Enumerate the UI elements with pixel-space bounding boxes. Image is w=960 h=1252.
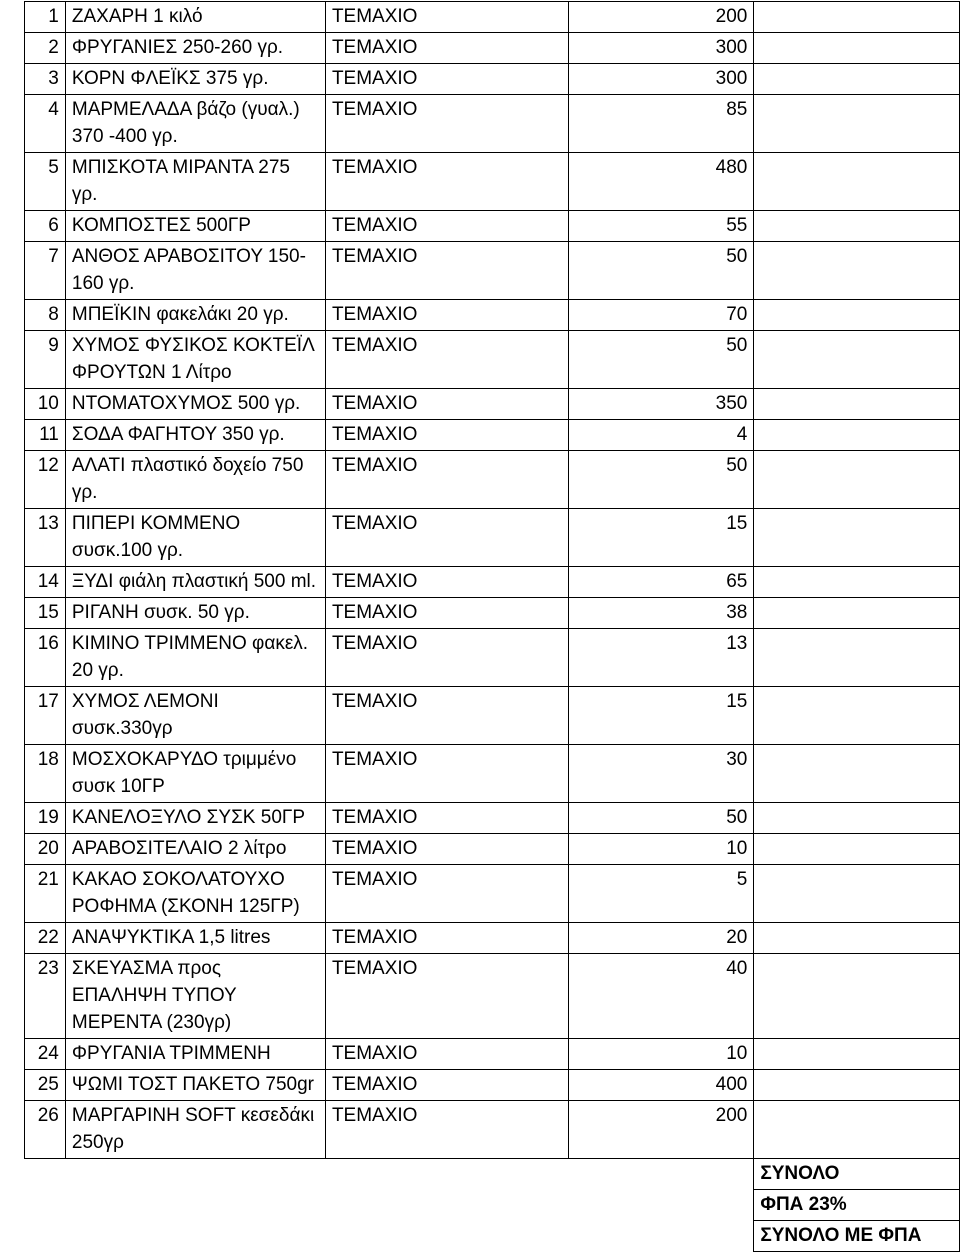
table-row — [25, 1070, 960, 1101]
row-number: 5 — [25, 153, 66, 211]
row-number: 6 — [25, 211, 66, 242]
unit-of-measure: ΤΕΜΑΧΙΟ — [325, 598, 568, 629]
quantity: 4 — [569, 420, 754, 451]
table-row — [25, 1101, 960, 1159]
price-cell — [754, 509, 960, 567]
price-cell — [754, 687, 960, 745]
product-description: ΚΑΚΑΟ ΣΟΚΟΛΑΤΟΥΧΟ ΡΟΦΗΜΑ (ΣΚΟΝΗ 125ΓΡ) — [65, 865, 325, 923]
product-description: ΚΙΜΙΝΟ ΤΡΙΜΜΕΝΟ φακελ. 20 γρ. — [65, 629, 325, 687]
table-row — [25, 153, 960, 211]
price-cell — [754, 95, 960, 153]
table-row — [25, 242, 960, 300]
product-description: ΜΑΡΜΕΛΑΔΑ βάζο (γυαλ.) 370 -400 γρ. — [65, 95, 325, 153]
product-description: ΑΝΑΨΥΚΤΙΚΑ 1,5 litres — [65, 923, 325, 954]
price-cell — [754, 745, 960, 803]
row-number: 14 — [25, 567, 66, 598]
product-description: ΚΑΝΕΛΟΞΥΛΟ ΣΥΣΚ 50ΓΡ — [65, 803, 325, 834]
product-description: ΦΡΥΓΑΝΙΕΣ 250-260 γρ. — [65, 33, 325, 64]
unit-of-measure: ΤΕΜΑΧΙΟ — [325, 389, 568, 420]
price-cell — [754, 1101, 960, 1159]
row-number: 2 — [25, 33, 66, 64]
quantity: 10 — [569, 834, 754, 865]
price-cell — [754, 331, 960, 389]
price-cell — [754, 242, 960, 300]
unit-of-measure: ΤΕΜΑΧΙΟ — [325, 1101, 568, 1159]
unit-of-measure: ΤΕΜΑΧΙΟ — [325, 331, 568, 389]
price-cell — [754, 211, 960, 242]
product-description: ΧΥΜΟΣ ΦΥΣΙΚΟΣ ΚΟΚΤΕΪΛ ΦΡΟΥΤΩΝ 1 Λίτρο — [65, 331, 325, 389]
price-cell — [754, 1070, 960, 1101]
quantity: 15 — [569, 687, 754, 745]
unit-of-measure: ΤΕΜΑΧΙΟ — [325, 923, 568, 954]
table-row — [25, 33, 960, 64]
summary-row-total — [25, 1159, 960, 1190]
price-cell — [754, 1039, 960, 1070]
row-number: 9 — [25, 331, 66, 389]
row-number: 11 — [25, 420, 66, 451]
table-row — [25, 923, 960, 954]
row-number: 4 — [25, 95, 66, 153]
unit-of-measure: ΤΕΜΑΧΙΟ — [325, 567, 568, 598]
unit-of-measure: ΤΕΜΑΧΙΟ — [325, 33, 568, 64]
table-row — [25, 211, 960, 242]
table-row — [25, 95, 960, 153]
unit-of-measure: ΤΕΜΑΧΙΟ — [325, 420, 568, 451]
row-number: 19 — [25, 803, 66, 834]
unit-of-measure: ΤΕΜΑΧΙΟ — [325, 2, 568, 33]
summary-spacer — [25, 1159, 754, 1190]
product-description: ΜΠΕΪΚΙΝ φακελάκι 20 γρ. — [65, 300, 325, 331]
row-number: 17 — [25, 687, 66, 745]
row-number: 16 — [25, 629, 66, 687]
quantity: 13 — [569, 629, 754, 687]
quantity: 70 — [569, 300, 754, 331]
row-number: 13 — [25, 509, 66, 567]
price-cell — [754, 451, 960, 509]
unit-of-measure: ΤΕΜΑΧΙΟ — [325, 1039, 568, 1070]
price-cell — [754, 954, 960, 1039]
price-cell — [754, 629, 960, 687]
product-description: ΧΥΜΟΣ ΛΕΜΟΝΙ συσκ.330γρ — [65, 687, 325, 745]
quantity: 55 — [569, 211, 754, 242]
row-number: 26 — [25, 1101, 66, 1159]
unit-of-measure: ΤΕΜΑΧΙΟ — [325, 629, 568, 687]
table-row — [25, 2, 960, 33]
quantity: 200 — [569, 1101, 754, 1159]
quantity: 200 — [569, 2, 754, 33]
quantity: 50 — [569, 451, 754, 509]
quantity: 20 — [569, 923, 754, 954]
product-description: ΚΟΜΠΟΣΤΕΣ 500ΓΡ — [65, 211, 325, 242]
unit-of-measure: ΤΕΜΑΧΙΟ — [325, 1070, 568, 1101]
product-description: ΦΡΥΓΑΝΙΑ ΤΡΙΜΜΕΝΗ — [65, 1039, 325, 1070]
row-number: 24 — [25, 1039, 66, 1070]
price-cell — [754, 300, 960, 331]
product-description: ΣΟΔΑ ΦΑΓΗΤΟΥ 350 γρ. — [65, 420, 325, 451]
product-description: ΠΙΠΕΡΙ ΚΟΜΜΕΝΟ συσκ.100 γρ. — [65, 509, 325, 567]
table-row — [25, 567, 960, 598]
row-number: 21 — [25, 865, 66, 923]
quantity: 38 — [569, 598, 754, 629]
unit-of-measure: ΤΕΜΑΧΙΟ — [325, 834, 568, 865]
quantity: 50 — [569, 331, 754, 389]
unit-of-measure: ΤΕΜΑΧΙΟ — [325, 745, 568, 803]
row-number: 15 — [25, 598, 66, 629]
row-number: 23 — [25, 954, 66, 1039]
product-description: ΜΑΡΓΑΡΙΝΗ SOFT κεσεδάκι 250γρ — [65, 1101, 325, 1159]
row-number: 3 — [25, 64, 66, 95]
quantity: 350 — [569, 389, 754, 420]
price-cell — [754, 803, 960, 834]
quantity: 40 — [569, 954, 754, 1039]
row-number: 12 — [25, 451, 66, 509]
table-row — [25, 331, 960, 389]
summary-row-vat — [25, 1190, 960, 1221]
product-table — [24, 1, 960, 1252]
unit-of-measure: ΤΕΜΑΧΙΟ — [325, 211, 568, 242]
quantity: 300 — [569, 64, 754, 95]
summary-total-label: ΣΥΝΟΛΟ — [754, 1159, 960, 1190]
row-number: 1 — [25, 2, 66, 33]
table-row — [25, 420, 960, 451]
price-cell — [754, 420, 960, 451]
unit-of-measure: ΤΕΜΑΧΙΟ — [325, 954, 568, 1039]
table-row — [25, 954, 960, 1039]
price-cell — [754, 2, 960, 33]
product-description: ΝΤΟΜΑΤΟΧΥΜΟΣ 500 γρ. — [65, 389, 325, 420]
unit-of-measure: ΤΕΜΑΧΙΟ — [325, 865, 568, 923]
table-row — [25, 598, 960, 629]
product-description: ΜΠΙΣΚΟΤΑ ΜΙΡΑΝΤΑ 275 γρ. — [65, 153, 325, 211]
row-number: 20 — [25, 834, 66, 865]
product-description: ΖΑΧΑΡΗ 1 κιλό — [65, 2, 325, 33]
quantity: 85 — [569, 95, 754, 153]
unit-of-measure: ΤΕΜΑΧΙΟ — [325, 153, 568, 211]
summary-vat-label: ΦΠΑ 23% — [754, 1190, 960, 1221]
row-number: 7 — [25, 242, 66, 300]
summary-row-total-with-vat — [25, 1221, 960, 1252]
product-description: ΑΝΘΟΣ ΑΡΑΒΟΣΙΤΟΥ 150-160 γρ. — [65, 242, 325, 300]
price-cell — [754, 64, 960, 95]
summary-rows — [25, 1159, 960, 1252]
row-number: 22 — [25, 923, 66, 954]
table-row — [25, 745, 960, 803]
unit-of-measure: ΤΕΜΑΧΙΟ — [325, 95, 568, 153]
unit-of-measure: ΤΕΜΑΧΙΟ — [325, 451, 568, 509]
quantity: 5 — [569, 865, 754, 923]
product-rows — [25, 2, 960, 1159]
price-cell — [754, 834, 960, 865]
table-row — [25, 509, 960, 567]
row-number: 18 — [25, 745, 66, 803]
summary-spacer — [25, 1221, 754, 1252]
table-row — [25, 64, 960, 95]
quantity: 30 — [569, 745, 754, 803]
quantity: 480 — [569, 153, 754, 211]
product-description: ΨΩΜΙ ΤΟΣΤ ΠΑΚΕΤΟ 750gr — [65, 1070, 325, 1101]
table-row — [25, 834, 960, 865]
table-row — [25, 629, 960, 687]
table-row — [25, 687, 960, 745]
table-row — [25, 389, 960, 420]
quantity: 50 — [569, 803, 754, 834]
product-description: ΞΥΔΙ φιάλη πλαστική 500 ml. — [65, 567, 325, 598]
row-number: 25 — [25, 1070, 66, 1101]
quantity: 50 — [569, 242, 754, 300]
unit-of-measure: ΤΕΜΑΧΙΟ — [325, 687, 568, 745]
product-description: ΚΟΡΝ ΦΛΕΪΚΣ 375 γρ. — [65, 64, 325, 95]
price-cell — [754, 567, 960, 598]
unit-of-measure: ΤΕΜΑΧΙΟ — [325, 300, 568, 331]
product-description: ΜΟΣΧΟΚΑΡΥΔΟ τριμμένο συσκ 10ΓΡ — [65, 745, 325, 803]
price-cell — [754, 923, 960, 954]
unit-of-measure: ΤΕΜΑΧΙΟ — [325, 242, 568, 300]
price-cell — [754, 598, 960, 629]
table-row — [25, 1039, 960, 1070]
product-description: ΑΛΑΤΙ πλαστικό δοχείο 750 γρ. — [65, 451, 325, 509]
summary-total-with-vat-label: ΣΥΝΟΛΟ ΜΕ ΦΠΑ — [754, 1221, 960, 1252]
table-row — [25, 300, 960, 331]
quantity: 300 — [569, 33, 754, 64]
summary-spacer — [25, 1190, 754, 1221]
row-number: 8 — [25, 300, 66, 331]
quantity: 10 — [569, 1039, 754, 1070]
quantity: 65 — [569, 567, 754, 598]
table-row — [25, 865, 960, 923]
product-description: ΡΙΓΑΝΗ συσκ. 50 γρ. — [65, 598, 325, 629]
table-row — [25, 451, 960, 509]
price-cell — [754, 153, 960, 211]
price-cell — [754, 389, 960, 420]
product-description: ΑΡΑΒΟΣΙΤΕΛΑΙΟ 2 λίτρο — [65, 834, 325, 865]
unit-of-measure: ΤΕΜΑΧΙΟ — [325, 64, 568, 95]
row-number: 10 — [25, 389, 66, 420]
price-cell — [754, 865, 960, 923]
product-description: ΣΚΕΥΑΣΜΑ προς ΕΠΑΛΗΨΗ ΤΥΠΟΥ ΜΕΡΕΝΤΑ (230γρ) — [65, 954, 325, 1039]
quantity: 15 — [569, 509, 754, 567]
price-cell — [754, 33, 960, 64]
unit-of-measure: ΤΕΜΑΧΙΟ — [325, 803, 568, 834]
unit-of-measure: ΤΕΜΑΧΙΟ — [325, 509, 568, 567]
table-row — [25, 803, 960, 834]
quantity: 400 — [569, 1070, 754, 1101]
